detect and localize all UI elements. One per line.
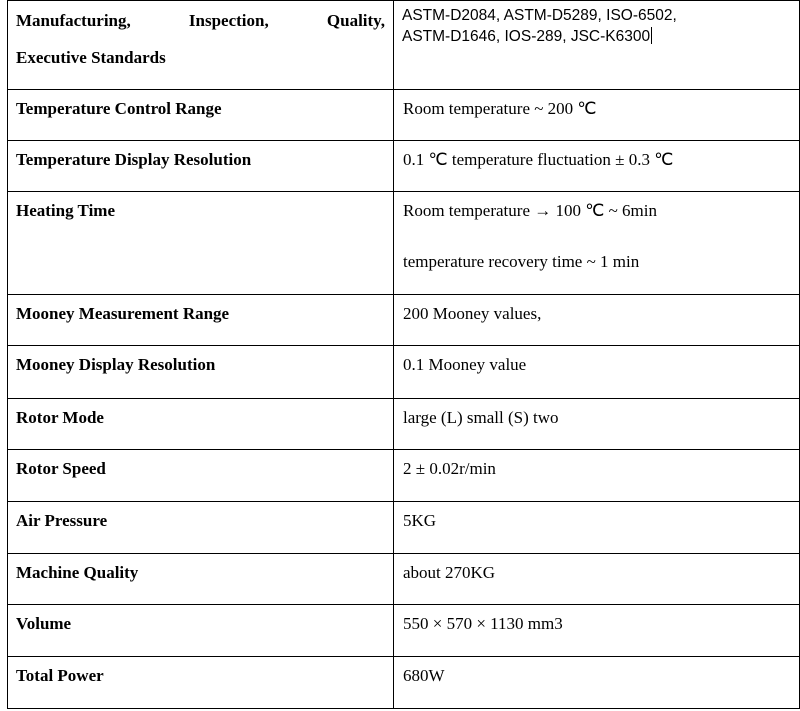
row-value: 200 Mooney values,	[394, 295, 800, 346]
row-value: large (L) small (S) two	[394, 398, 800, 449]
row-label-standards	[8, 1, 394, 90]
heating-time-line1: Room temperature → 100 ℃ ~ 6min	[403, 201, 657, 221]
table-row	[8, 192, 800, 295]
standards-value-line1: ASTM-D2084, ASTM-D5289, ISO-6502,	[402, 7, 677, 24]
spec-table	[7, 0, 800, 709]
table-row	[8, 295, 800, 346]
table-row	[8, 1, 800, 90]
row-value: 680W	[394, 656, 800, 708]
heating-time-line2: temperature recovery time ~ 1 min	[403, 252, 640, 272]
table-row	[8, 501, 800, 553]
row-value: 0.1 ℃ temperature fluctuation ± 0.3 ℃	[394, 141, 800, 192]
table-row	[8, 553, 800, 604]
text-cursor	[651, 27, 652, 44]
row-label: Rotor Mode	[8, 398, 394, 449]
row-label: Temperature Display Resolution	[8, 141, 394, 192]
table-row	[8, 141, 800, 192]
standards-value-line2: ASTM-D1646, IOS-289, JSC-K6300	[402, 28, 651, 45]
row-value: about 270KG	[394, 553, 800, 604]
row-label: Heating Time	[8, 192, 394, 295]
table-row	[8, 656, 800, 708]
table-row	[8, 398, 800, 449]
table-row	[8, 449, 800, 501]
row-label: Total Power	[8, 656, 394, 708]
row-value: 550 × 570 × 1130 mm3	[394, 604, 800, 656]
row-value	[394, 192, 800, 295]
row-label: Volume	[8, 604, 394, 656]
table-row	[8, 604, 800, 656]
table-row	[8, 346, 800, 398]
standards-label-line2: Executive Standards	[16, 48, 166, 67]
row-value-standards[interactable]	[394, 1, 800, 90]
row-label: Mooney Measurement Range	[8, 295, 394, 346]
row-label: Rotor Speed	[8, 449, 394, 501]
row-value: 5KG	[394, 501, 800, 553]
table-row	[8, 90, 800, 141]
row-label: Mooney Display Resolution	[8, 346, 394, 398]
row-label: Temperature Control Range	[8, 90, 394, 141]
row-value: 2 ± 0.02r/min	[394, 449, 800, 501]
row-value: Room temperature ~ 200 ℃	[394, 90, 800, 141]
row-value: 0.1 Mooney value	[394, 346, 800, 398]
standards-label-line1: Manufacturing, Inspection, Quality,	[16, 11, 385, 30]
row-label: Machine Quality	[8, 553, 394, 604]
row-label: Air Pressure	[8, 501, 394, 553]
